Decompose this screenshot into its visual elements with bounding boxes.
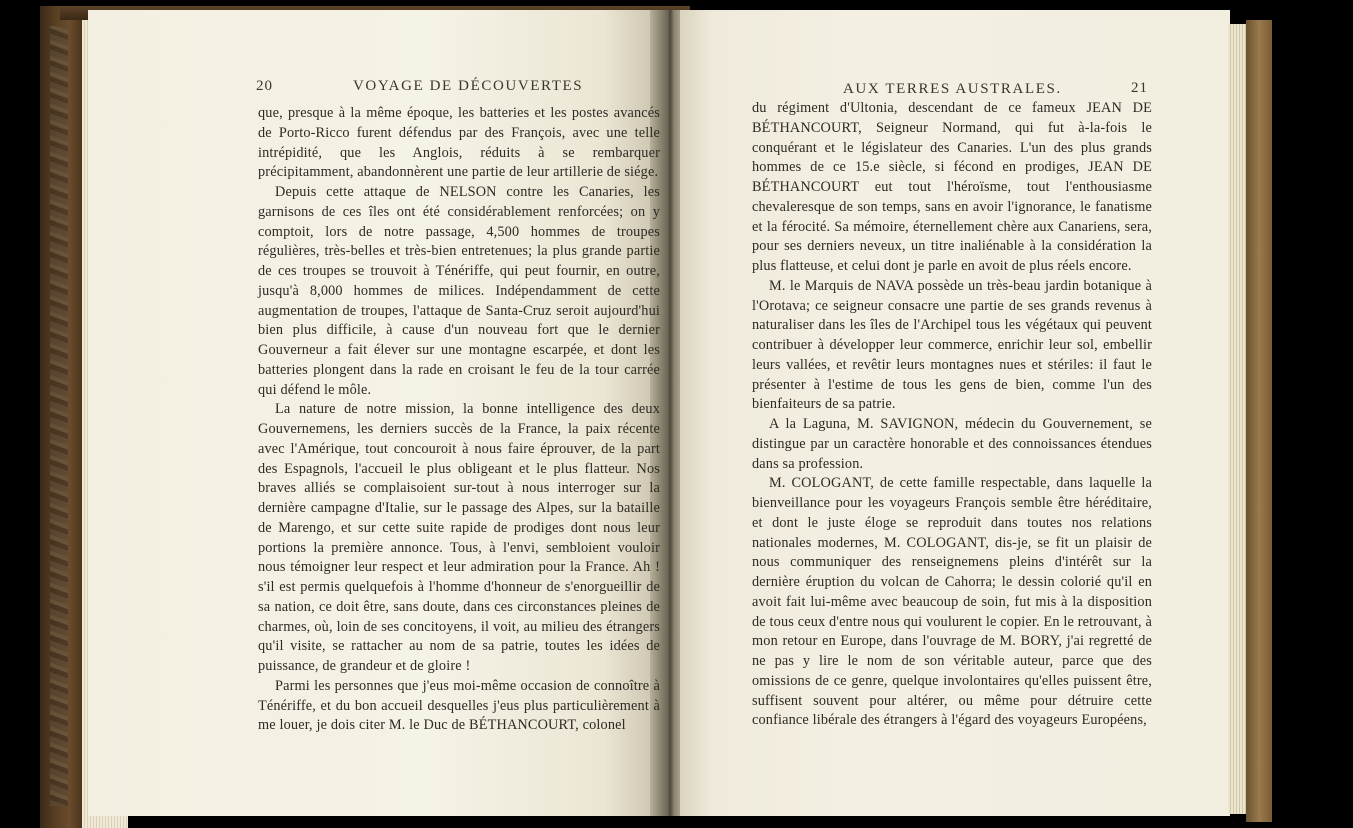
left-running-title: VOYAGE DE DÉCOUVERTES (353, 78, 584, 94)
page-edges-right (1228, 24, 1248, 814)
book-cover-right (1246, 20, 1272, 822)
right-page-text (752, 99, 1152, 731)
right-paragraph-1: du régiment d'Ultonia, descendant de ce fameux JEAN DE BÉTHANCOURT, Seigneur Normand, qui fut à-la-fois le conquérant et le législateur des Canaries. L'un des plus grands hommes de ce 15.e siècle, si fécond en prodiges, JEAN DE BÉTHANCOURT eut tout l'héroïsme, tout l'enthousiasme chevaleresque de son temps, sans en avoir l'ignorance, le fanatisme et la férocité. Sa mémoire, éternellement chère aux Canariens, sera, pour ses derniers neveux, un titre inaliénable à la considération la plus flatteuse, et celui dont je parle en avoit de plus réels encore. (752, 100, 1152, 274)
left-page-text (258, 104, 660, 736)
right-paragraph-2: M. le Marquis de NAVA possède un très-beau jardin botanique à l'Orotava; ce seigneur consacre une partie de ses grands revenus à naturaliser dans les îles de l'Archipel tous les végétaux qui peuvent contribuer à développer leur commerce, enrichir leur sol, embellir leurs vallées, et revêtir leurs montagnes nues et stériles: il faut le présenter à l'estime de tous les gens de bien, comme l'un des bienfaiteurs de sa patrie. (752, 277, 1152, 413)
left-page-number: 20 (256, 78, 273, 94)
right-paragraph-3: A la Laguna, M. SAVIGNON, médecin du Gouvernement, se distingue par un caractère honorable et des connoissances étendues dans sa profession. (752, 416, 1152, 472)
right-paragraph-4: M. COLOGANT, de cette famille respectable, dans laquelle la bienveillance pour les voyageurs François semble être héréditaire, et dont le juste éloge se reproduit dans toutes nos relations nationales modernes, M. COLOGANT, dis-je, se fit un plaisir de nous communiquer des renseignemens pleins d'intérêt sur la dernière éruption du volcan de Cahorra; le dessin colorié qu'il en avoit fait lui-même avec beaucoup de soin, fut mis à la disposition de tous ceux d'entre nous qui voulurent le copier. En le retrouvant, à mon retour en Europe, dans l'ouvrage de M. BORY, j'ai regretté de ne pas y lire le nom de son véritable auteur, parce que des omissions de ce genre, quelque involontaires qu'elles puissent être, suffisent souvent pour altérer, ou même pour détruire cette confiance libérale des étrangers à l'égard des voyageurs Européens, (752, 475, 1152, 729)
right-running-title: AUX TERRES AUSTRALES. (843, 81, 1062, 97)
left-paragraph-2: Depuis cette attaque de NELSON contre les Canaries, les garnisons de ces îles ont été considérablement renforcées; on y comptoit, lors de notre passage, 4,500 hommes de troupes régulières, très-belles et très-bien entretenues; la plus grande partie de ces troupes se trouvoit à Ténériffe, qui peut fournir, en outre, jusqu'à 8,000 hommes de milices. Indépendamment de cette augmentation de troupes, l'attaque de Santa-Cruz seroit aujourd'hui bien plus difficile, à cause d'un nouveau fort que le dernier Gouverneur a fait élever sur une montagne escarpée, et dont les batteries plongent dans la rade en croisant le feu de la tour carrée qui défend le môle. (258, 184, 660, 398)
book-cover-left (40, 6, 82, 828)
right-page-number: 21 (1131, 80, 1148, 96)
left-paragraph-1: que, presque à la même époque, les batteries et les postes avancés de Porto-Ricco furent défendus par des François, avec une telle intrépidité, que les Anglois, réduits à se rembarquer précipitamment, abandonnèrent une partie de leur artillerie de siége. (258, 105, 660, 181)
left-paragraph-3: La nature de notre mission, la bonne intelligence des deux Gouvernemens, les derniers succès de la France, la paix récente avec l'Amérique, tout concouroit à nous faire éprouver, de la part des Espagnols, l'accueil le plus obligeant et le plus flatteur. Nos braves alliés se complaisoient sur-tout à nous interroger sur la dernière campagne d'Italie, sur le passage des Alpes, sur la bataille de Marengo, et sur cette suite rapide de prodiges dont nous leur portions la première annonce. Tous, à l'envi, sembloient vouloir nous témoigner leur respect et leur admiration pour la France. Ah ! s'il est permis quelquefois à l'homme d'honneur de s'enorgueillir de sa nation, ce doit être, sans doute, dans ces circonstances pleines de charmes, où, loin de ses concitoyens, il voit, au milieu des étrangers qu'il visite, se rattacher au nom de sa patrie, toutes les idées de puissance, de grandeur et de gloire ! (258, 401, 660, 674)
left-paragraph-4: Parmi les personnes que j'eus moi-même occasion de connoître à Ténériffe, et du bon accueil desquelles j'eus plus particulièrement à me louer, je dois citer M. le Duc de BÉTHANCOURT, colonel (258, 677, 660, 734)
